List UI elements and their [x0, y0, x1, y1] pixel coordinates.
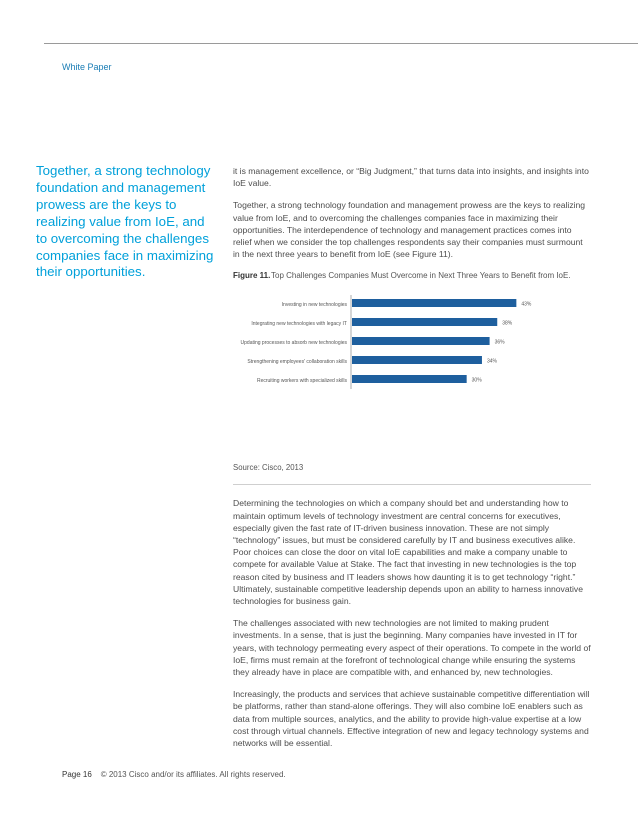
- value-label: 30%: [471, 377, 482, 384]
- figure-caption: [233, 270, 591, 281]
- chart-svg: [233, 283, 591, 463]
- paragraph: Increasingly, the products and services that achieve sustainable competitive differentiation will be platforms, rather than stand-alone offerings. They will also combine IoE enablers such as data from multiple sources, analytics, and the ability to provide high-value expertise at a low cost through virtual channels. Effective integration of new and legacy technology systems and networks will be essential.: [233, 689, 590, 749]
- category-label: Integrating new technologies with legacy IT: [251, 321, 347, 328]
- copyright: © 2013 Cisco and/or its affiliates. All rights reserved.: [100, 770, 286, 779]
- document-type-label: White Paper: [62, 62, 112, 72]
- value-label: 36%: [494, 339, 505, 346]
- bar: [352, 375, 467, 383]
- paragraph: The challenges associated with new technologies are not limited to making prudent investments. In a sense, that is just the beginning. Many companies have invested in IT for years, with technology permeating every aspect of their operations. To compete in the world of IoE, firms must remain at the forefront of technological change while ensuring the systems they already have in place are compatible with, and enhanced by, new technologies.: [233, 618, 591, 678]
- value-label: 43%: [521, 301, 532, 308]
- paragraph: Together, a strong technology foundation and management prowess are the keys to realizing value from IoE, and to overcoming the challenges companies face in maximizing their opportunities. The interdependence of technology and management practices comes into relief when we consider the top challenges respondents say their companies must surmount in the next three years to benefit from IoE (see Figure 11).: [233, 200, 586, 260]
- main-column: [233, 165, 591, 759]
- page-footer: [62, 770, 286, 779]
- bar: [352, 356, 482, 364]
- value-label: 38%: [502, 320, 513, 327]
- category-label: Investing in new technologies: [281, 302, 347, 309]
- figure-source: Source: Cisco, 2013: [233, 463, 304, 473]
- page-number: Page 16: [62, 770, 92, 779]
- header-rule: [44, 43, 638, 44]
- category-label: Recruiting workers with specialized skills: [256, 378, 347, 385]
- category-label: Strengthening employees' collaboration skills: [247, 359, 347, 366]
- figure-number: Figure 11.: [233, 271, 271, 281]
- value-label: 34%: [486, 358, 497, 365]
- paragraph: Determining the technologies on which a company should bet and understanding how to maintain optimum levels of technology investment are central concerns for executives, especially given the fast rate of IT-driven business innovation. These are not simply “technology” issues, but must be considered carefully by IT and business executives alike. Poor choices can close the door on vital IoE capabilities and make a company unable to compete for available Value at Stake. The fact that investing in new technologies is the top reason cited by business and IT leaders shows how daunting it is to get technology “right.” Ultimately, sustainable competitive leadership depends upon an ability to harness innovative technologies for business gain.: [233, 498, 584, 607]
- category-label: Updating processes to absorb new technologies: [240, 340, 347, 347]
- pull-quote: Together, a strong technology foundation and management prowess are the keys to realizing value from IoE, and to overcoming the challenges companies face in maximizing their opportunities.: [36, 163, 214, 280]
- figure-title: Top Challenges Companies Must Overcome in Next Three Years to Benefit from IoE.: [271, 271, 571, 281]
- bar-chart: [233, 283, 591, 463]
- paragraph: it is management excellence, or “Big Judgment,” that turns data into insights, and insights into IoE value.: [233, 166, 589, 189]
- bar: [352, 318, 497, 326]
- section-divider: [233, 484, 591, 485]
- bar: [352, 299, 516, 307]
- bar: [352, 337, 490, 345]
